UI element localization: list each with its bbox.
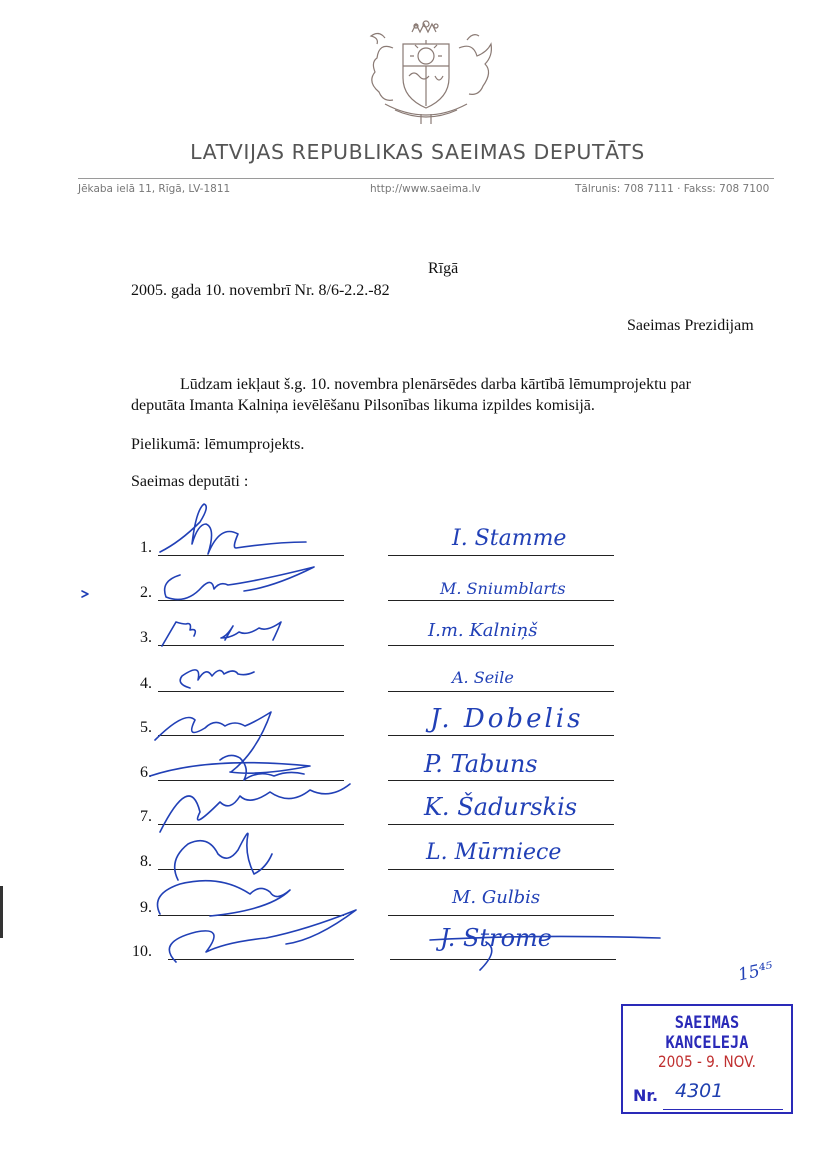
printed-name: K. Šadurskis — [424, 793, 578, 821]
signature-number: 2. — [140, 584, 152, 601]
registry-stamp — [621, 1004, 793, 1114]
signature-2-scribble — [165, 567, 314, 599]
name-10-underline — [430, 936, 660, 970]
printed-name: M. Sniumblarts — [440, 579, 566, 598]
stamp-date: 2005 - 9. NOV. — [658, 1052, 756, 1071]
letterhead-title: LATVIJAS REPUBLIKAS SAEIMAS DEPUTĀTS — [190, 140, 645, 164]
signature-1-scribble — [160, 504, 306, 554]
signature-number: 4. — [140, 675, 152, 692]
signature-number: 6. — [140, 764, 152, 781]
signature-number: 7. — [140, 808, 152, 825]
signature-10-scribble — [169, 910, 356, 962]
signature-6-scribble — [150, 755, 310, 780]
signature-number: 1. — [140, 539, 152, 556]
signature-3-scribble — [162, 622, 281, 646]
printed-name: J. Dobelis — [430, 704, 584, 734]
signature-number: 3. — [140, 629, 152, 646]
letter-attachment: Pielikumā: lēmumprojekts. — [131, 436, 305, 453]
stamp-nr-value: 4301 — [675, 1080, 724, 1102]
signature-number: 9. — [140, 899, 152, 916]
letter-body-line-1: Lūdzam iekļaut š.g. 10. novembra plenārsēdes darba kārtībā lēmumprojektu par — [180, 376, 691, 393]
letter-date-reference: 2005. gada 10. novembrī Nr. 8/6-2.2.-82 — [131, 282, 390, 299]
letter-body-line-2: deputāta Imanta Kalniņa ievēlēšanu Pilsonības likuma izpildes komisijā. — [131, 397, 595, 414]
stamp-nr-label: Nr. — [633, 1086, 659, 1105]
signature-9-scribble — [158, 881, 291, 916]
signature-number: 10. — [132, 943, 152, 960]
letter-city: Rīgā — [428, 260, 459, 277]
printed-name: A. Seile — [452, 668, 514, 687]
printed-name: L. Mūrniece — [426, 840, 562, 865]
letterhead-address: Jēkaba ielā 11, Rīgā, LV-1811 — [78, 183, 231, 195]
printed-name: I.m. Kalniņš — [428, 620, 538, 641]
printed-name: M. Gulbis — [452, 887, 541, 908]
signature-number: 5. — [140, 719, 152, 736]
printed-name: I. Stamme — [452, 526, 567, 551]
printed-name: J. Strome — [440, 924, 552, 952]
signature-4-scribble — [180, 670, 254, 688]
signature-7-scribble — [160, 784, 350, 832]
printed-name: P. Tabuns — [424, 750, 538, 778]
margin-arrow-mark — [82, 591, 88, 597]
signature-8-scribble — [175, 833, 272, 880]
letterhead-website[interactable]: http://www.saeima.lv — [370, 183, 481, 195]
letter-addressee: Saeimas Prezidijam — [627, 317, 754, 334]
stamp-nr-line — [663, 1109, 783, 1110]
signatories-label: Saeimas deputāti : — [131, 473, 249, 490]
letterhead-phone: Tālrunis: 708 7111 · Fakss: 708 7100 — [575, 183, 770, 195]
margin-note: 15⁴⁵ — [736, 958, 775, 986]
signature-number: 8. — [140, 853, 152, 870]
stamp-title: SAEIMAS KANCELEJA — [665, 1013, 749, 1053]
scan-edge-mark — [0, 886, 3, 938]
